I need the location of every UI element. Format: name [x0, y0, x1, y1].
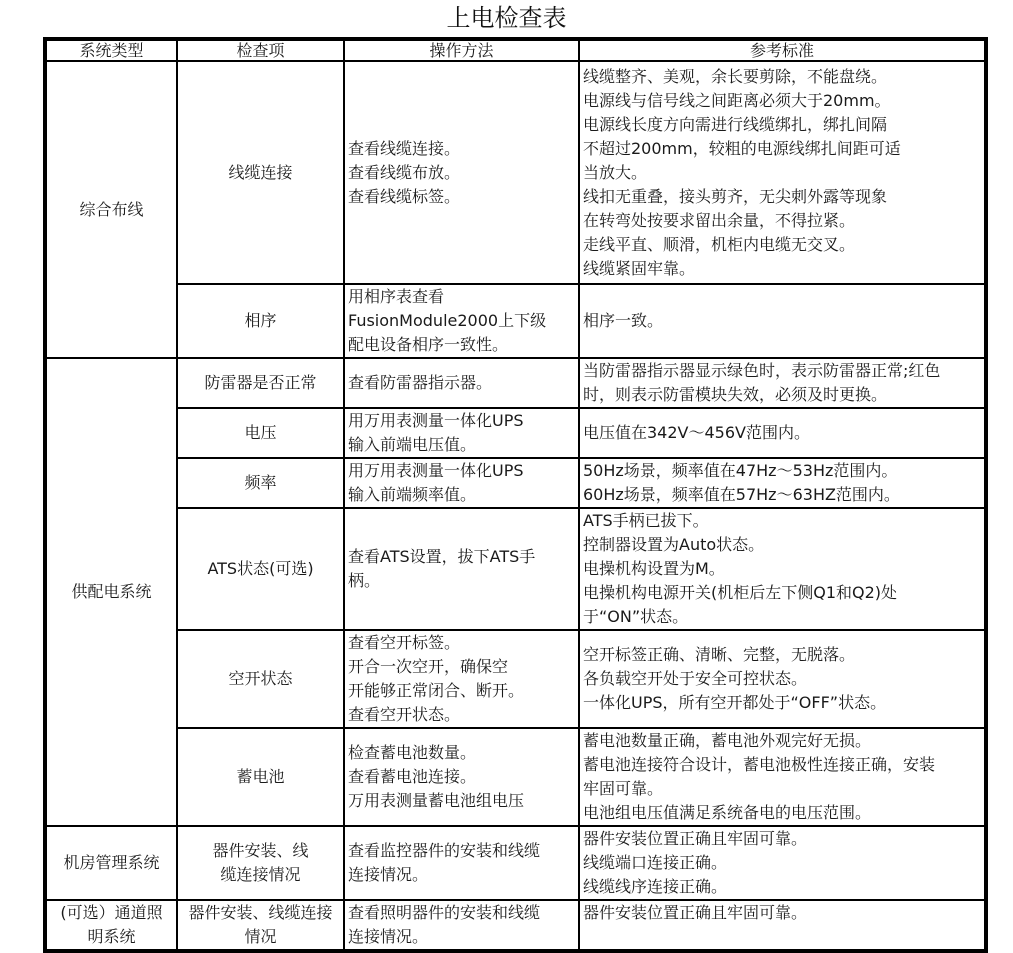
standard-line: 空开标签正确、清晰、完整，无脱落。 [583, 645, 856, 664]
method-line: 查看蓄电池连接。 [348, 767, 477, 786]
page-title: 上电检查表 [446, 4, 567, 32]
header-method: 操作方法 [344, 39, 579, 61]
standard-line: 线缆紧固牢靠。 [583, 258, 696, 278]
standard-line: 电压值在342V～456V范围内。 [583, 423, 810, 442]
item-line: 器件安装、线 [212, 841, 309, 860]
table-row [45, 508, 986, 630]
standard-line: 电操机构设置为M。 [583, 559, 725, 578]
standard-line: 当防雷器指示器显示绿色时，表示防雷器正常;红色 [583, 361, 941, 380]
method-cell [344, 284, 579, 358]
method-cell [344, 61, 579, 284]
standard-line: 牢固可靠。 [583, 779, 664, 798]
standard-cell [579, 630, 986, 728]
standard-line: 线缆端口连接正确。 [583, 853, 728, 872]
item-cell: ATS状态(可选) [177, 508, 344, 630]
item-cell [177, 900, 344, 951]
standard-line: 当放大。 [583, 162, 648, 182]
item-cell: 蓄电池 [177, 728, 344, 826]
standard-line: 60Hz场景，频率值在57Hz～63HZ范围内。 [583, 485, 900, 504]
method-line: 用万用表测量一体化UPS [348, 461, 524, 480]
standard-line: 各负载空开处于安全可控状态。 [583, 669, 808, 688]
method-line: 用万用表测量一体化UPS [348, 411, 524, 430]
item-line: 情况 [244, 927, 277, 946]
standard-line: 50Hz场景，频率值在47Hz～53Hz范围内。 [583, 461, 898, 480]
standard-line: 相序一致。 [583, 311, 664, 330]
item-cell: 电压 [177, 408, 344, 458]
method-cell [344, 508, 579, 630]
method-line: 查看照明器件的安装和线缆 [348, 903, 541, 922]
method-cell [344, 728, 579, 826]
standard-line: 不超过200mm，较粗的电源线绑扎间距可适 [583, 138, 901, 158]
standard-cell [579, 826, 986, 900]
item-line: 器件安装、线缆连接 [188, 903, 333, 922]
table-row [45, 630, 986, 728]
method-line: 开合一次空开，确保空 [348, 657, 509, 676]
header-row [45, 39, 986, 61]
item-cell: 频率 [177, 458, 344, 508]
system-cell: 机房管理系统 [45, 826, 177, 900]
standard-line: 控制器设置为Auto状态。 [583, 535, 765, 554]
standard-cell [579, 728, 986, 826]
standard-cell [579, 284, 986, 358]
header-standard: 参考标准 [579, 39, 986, 61]
item-cell: 防雷器是否正常 [177, 358, 344, 408]
standard-line: 蓄电池连接符合设计，蓄电池极性连接正确，安装 [583, 755, 936, 774]
standard-line: 蓄电池数量正确，蓄电池外观完好无损。 [583, 731, 872, 750]
method-cell [344, 358, 579, 408]
method-line: 输入前端电压值。 [348, 435, 477, 454]
table-row [45, 728, 986, 826]
method-line: 查看防雷器指示器。 [348, 373, 493, 392]
method-line: 查看ATS设置，拔下ATS手 [348, 547, 536, 566]
header-system-type: 系统类型 [45, 39, 177, 61]
system-cell: 供配电系统 [45, 358, 177, 826]
method-line: 查看空开状态。 [348, 705, 461, 724]
standard-line: 在转弯处按要求留出余量，不得拉紧。 [583, 210, 856, 230]
standard-cell [579, 61, 986, 284]
system-line: (可选）通道照 [60, 903, 163, 922]
method-cell [344, 408, 579, 458]
system-line: 明系统 [87, 927, 136, 946]
method-line: 查看空开标签。 [348, 633, 461, 652]
standard-cell [579, 358, 986, 408]
standard-cell [579, 458, 986, 508]
standard-line: 于“ON”状态。 [583, 607, 689, 626]
method-cell [344, 630, 579, 728]
method-line: 输入前端频率值。 [348, 485, 477, 504]
standard-line: 一体化UPS，所有空开都处于“OFF”状态。 [583, 693, 887, 712]
method-line: 查看监控器件的安装和线缆 [348, 841, 541, 860]
table-row [45, 408, 986, 458]
item-cell [177, 826, 344, 900]
standard-line: 电操机构电源开关(机柜后左下侧Q1和Q2)处 [583, 583, 898, 602]
standard-line: ATS手柄已拔下。 [583, 511, 709, 530]
method-line: FusionModule2000上下级 [348, 311, 547, 330]
standard-cell [579, 408, 986, 458]
standard-line: 走线平直、顺滑，机柜内电缆无交叉。 [583, 234, 856, 254]
power-on-checklist-table [43, 37, 988, 953]
table-row [45, 826, 986, 900]
system-cell [45, 900, 177, 951]
standard-line: 电源线长度方向需进行线缆绑扎，绑扎间隔 [583, 114, 888, 134]
standard-line: 电源线与信号线之间距离必须大于20mm。 [583, 90, 891, 110]
table-row [45, 284, 986, 358]
item-cell: 相序 [177, 284, 344, 358]
system-cell: 综合布线 [45, 61, 177, 358]
method-line: 开能够正常闭合、断开。 [348, 681, 525, 700]
table-row [45, 458, 986, 508]
item-line: 缆连接情况 [220, 865, 301, 884]
method-line: 配电设备相序一致性。 [348, 335, 509, 354]
standard-cell [579, 508, 986, 630]
standard-line: 器件安装位置正确且牢固可靠。 [583, 829, 808, 848]
standard-line: 线缆整齐、美观，余长要剪除，不能盘绕。 [583, 66, 888, 86]
item-cell: 空开状态 [177, 630, 344, 728]
method-line: 万用表测量蓄电池组电压 [348, 791, 525, 810]
method-line: 检查蓄电池数量。 [348, 743, 477, 762]
standard-line: 器件安装位置正确且牢固可靠。 [583, 903, 808, 922]
method-cell [344, 900, 579, 951]
header-check-item: 检查项 [177, 39, 344, 61]
standard-cell [579, 900, 986, 951]
method-line: 查看线缆布放。 [348, 162, 461, 182]
method-cell [344, 458, 579, 508]
item-cell: 线缆连接 [177, 61, 344, 284]
method-line: 连接情况。 [348, 865, 429, 884]
standard-line: 线扣无重叠，接头剪齐，无尖刺外露等现象 [583, 186, 888, 206]
table-row [45, 61, 986, 284]
table-row [45, 900, 986, 951]
method-line: 用相序表查看 [348, 287, 445, 306]
standard-line: 时，则表示防雷模块失效，必须及时更换。 [583, 385, 888, 404]
method-line: 柄。 [348, 571, 381, 590]
table-row [45, 358, 986, 408]
method-cell [344, 826, 579, 900]
method-line: 连接情况。 [348, 927, 429, 946]
standard-line: 线缆线序连接正确。 [583, 877, 728, 896]
method-line: 查看线缆连接。 [348, 138, 461, 158]
standard-line: 电池组电压值满足系统备电的电压范围。 [583, 803, 872, 822]
method-line: 查看线缆标签。 [348, 186, 461, 206]
